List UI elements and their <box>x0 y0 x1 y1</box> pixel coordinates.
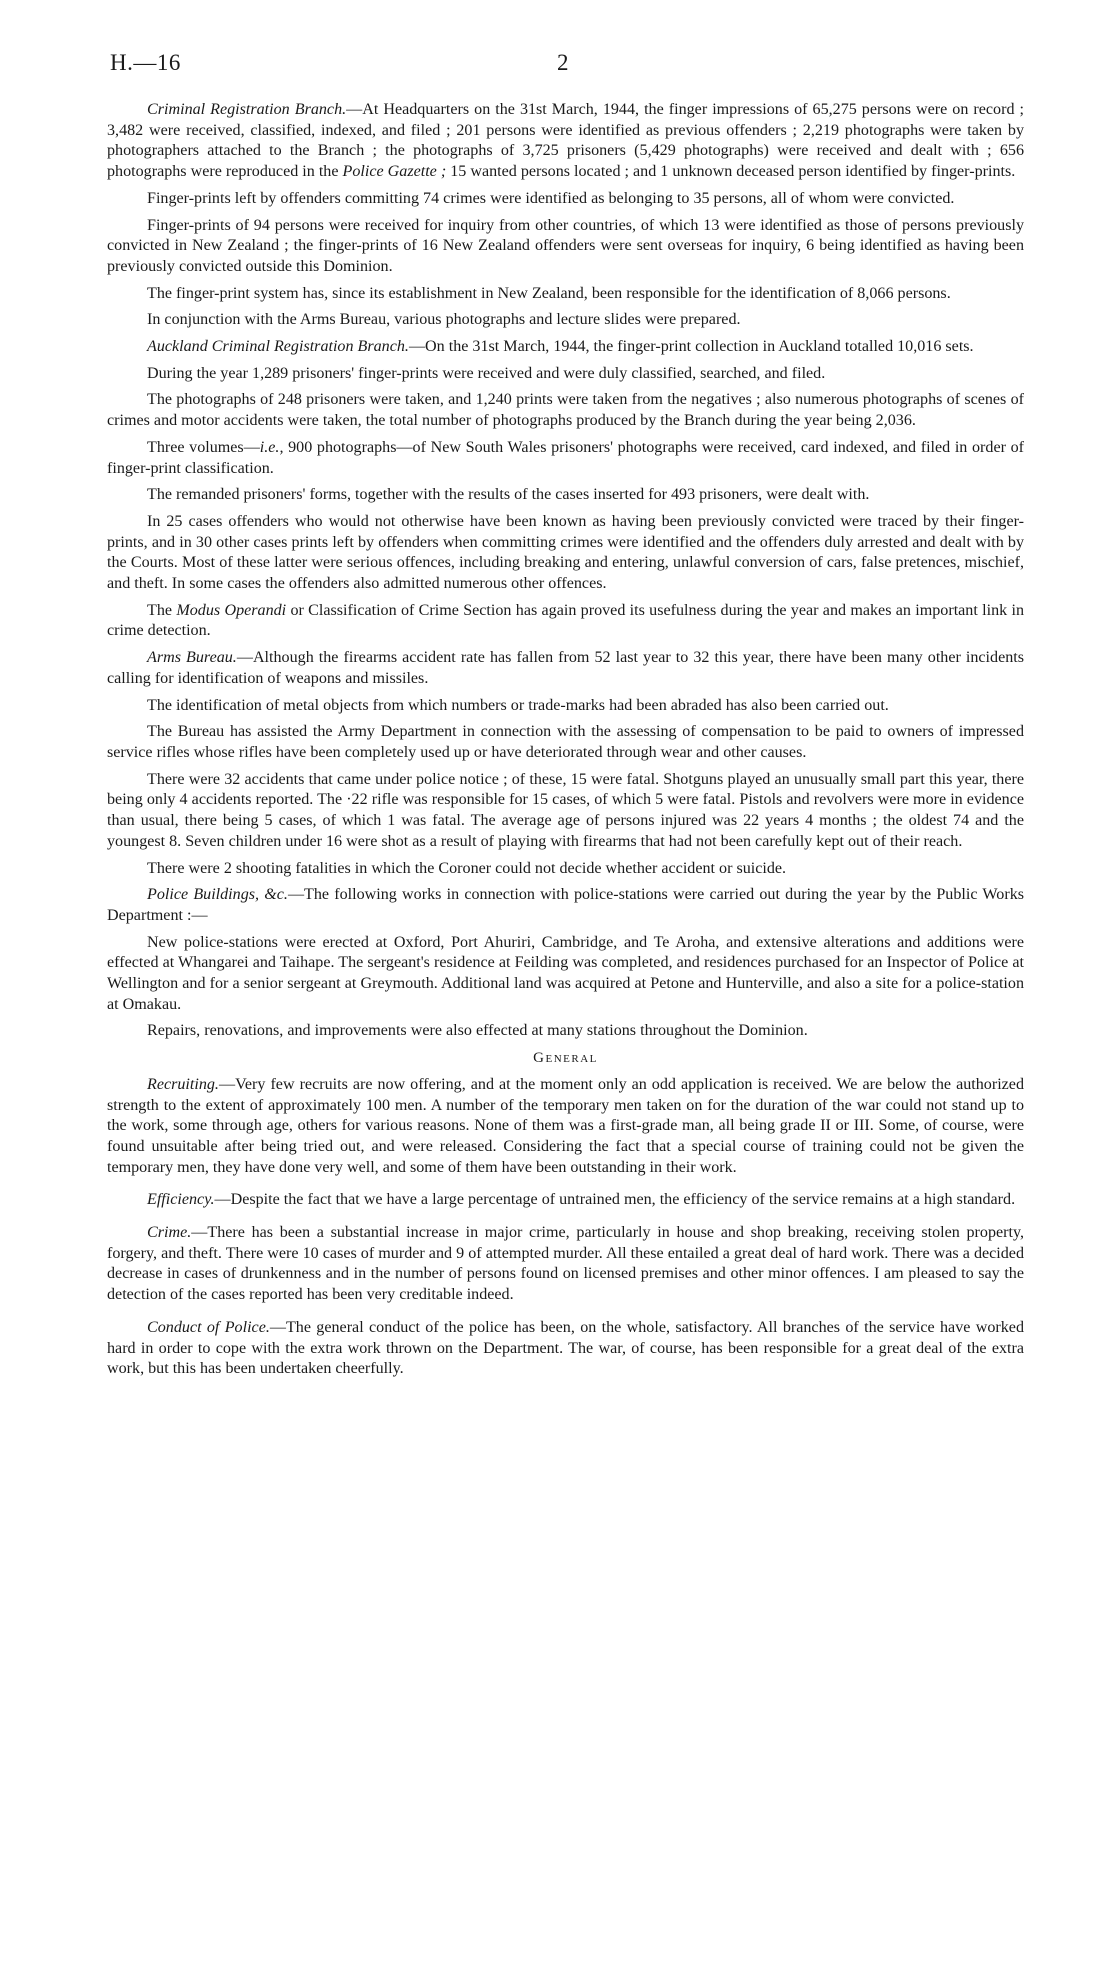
paragraph-police-buildings: Police Buildings, &c.—The following works in connection with police-stations were carried out during the year by the Public Works Department :— <box>107 886 1025 924</box>
body-text <box>107 100 1024 1380</box>
paragraph-fingerprints-offenders: Finger-prints left by offenders committing 74 crimes were identified as belonging to 35 persons, all of whom were convicted. <box>147 189 955 207</box>
paragraph-army-compensation: The Bureau has assisted the Army Department in connection with the assessing of compensation to be paid to owners of impressed service rifles whose rifles have been completely used up or have deteriorated through wear and other causes. <box>107 723 1024 761</box>
paragraph-arms-bureau: Arms Bureau.—Although the firearms accident rate has fallen from 52 last year to 32 this year, there have been many other incidents calling for identification of weapons and missiles. <box>107 649 1024 687</box>
paragraph-shooting-fatalities: There were 2 shooting fatalities in which the Coroner could not decide whether accident or suicide. <box>147 859 787 877</box>
section-heading-general: General <box>533 1050 598 1067</box>
paragraph-auckland-branch: Auckland Criminal Registration Branch.—On the 31st March, 1944, the finger-print collection in Auckland totalled 10,016 sets. <box>147 338 974 356</box>
paragraph-fingerprint-system: The finger-print system has, since its establishment in New Zealand, been responsible for the identification of 8,066 persons. <box>147 284 951 302</box>
paragraph-traced-cases: In 25 cases offenders who would not otherwise have been known as having been previously convicted were traced by their finger-prints, and in 30 other cases prints left by offenders when committing crimes were identified and the offenders duly arrested and dealt with by the Courts. Most of these latter were serious offences, including breaking and entering, unlawful conversion of cars, false pretences, mischief, and theft. In some cases the offenders also admitted numerous other offences. <box>107 512 1024 593</box>
paragraph-recruiting: Recruiting.—Very few recruits are now offering, and at the moment only an odd application is received. We are below the authorized strength to the extent of approximately 100 men. A number of the temporary men taken on for the duration of the war could not stand up to the work, some through age, others for various reasons. None of them was a first-grade man, all being grade II or III. Some, of course, were found unsuitable after being tried out, and were released. Considering the fact that a special course of training could not be given the temporary men, they have done very well, and some of them have been outstanding in their work. <box>107 1075 1024 1176</box>
paragraph-metal-objects: The identification of metal objects from which numbers or trade-marks had been abraded has also been carried out. <box>147 696 889 714</box>
paragraph-new-stations: New police-stations were erected at Oxford, Port Ahuriri, Cambridge, and Te Aroha, and extensive alterations and additions were effected at Whangarei and Taihape. The sergeant's residence at Feilding was completed, and residences purchased for an Inspector of Police at Wellington and for a senior sergeant at Greymouth. Additional land was acquired at Petone and Hunterville, and also a site for a police-station at Omakau. <box>107 933 1024 1013</box>
paragraph-arms-bureau-slides: In conjunction with the Arms Bureau, various photographs and lecture slides were prepared. <box>147 311 741 329</box>
paragraph-crime: Crime.—There has been a substantial increase in major crime, particularly in house and shop breaking, receiving stolen property, forgery, and theft. There were 10 cases of murder and 9 of attempted murder. All these entailed a great deal of hard work. There was a decided decrease in cases of drunkenness and in the number of persons found on licensed premises and other minor offences. I am pleased to say the detection of the cases reported has been very creditable indeed. <box>107 1224 1024 1304</box>
page-number: 2 <box>557 50 569 75</box>
paragraph-auckland-photographs: The photographs of 248 prisoners were taken, and 1,240 prints were taken from the negatives ; also numerous photographs of scenes of crimes and motor accidents were taken, the total number of photographs produced by the Branch during the year being 2,036. <box>107 391 1024 430</box>
section-heading-police-buildings: Police Buildings, &c. <box>147 886 288 904</box>
page-header <box>107 44 1024 84</box>
paragraph-efficiency: Efficiency.—Despite the fact that we have a large percentage of untrained men, the efficiency of the service remains at a high standard. <box>147 1191 1016 1209</box>
paragraph-criminal-registration: Criminal Registration Branch.—At Headquarters on the 31st March, 1944, the finger impressions of 65,275 persons were on record ; 3,482 were received, classified, indexed, and filed ; 201 persons were identified as previous offenders ; 2,219 photographs were taken by photographers attached to the Branch ; the photographs of 3,725 prisoners (5,429 photographs) were received and dealt with ; 656 photographs were reproduced in the Police Gazette ; 15 wanted persons located ; and 1 unknown deceased person identified by finger-prints. <box>107 101 1024 181</box>
section-heading-criminal-registration: Criminal Registration Branch. <box>147 101 347 118</box>
paragraph-accident-statistics: There were 32 accidents that came under police notice ; of these, 15 were fatal. Shotguns played an unusually small part this year, there being only 4 accidents reported. The ·22 rifle was responsible for 15 cases, of which 5 were fatal. Pistols and revolvers were more in evidence than usual, there being 5 cases, of which 1 was fatal. The average age of persons injured was 22 years 4 months ; the oldest 74 and the youngest 8. Seven children under 16 were shot as a result of playing with firearms that had not been carefully kept out of their reach. <box>107 770 1024 850</box>
paragraph-fingerprints-overseas: Finger-prints of 94 persons were received for inquiry from other countries, of which 13 were identified as those of persons previously convicted in New Zealand ; the finger-prints of 16 New Zealand offenders were sent overseas for inquiry, 6 being identified as having been previously convicted outside this Dominion. <box>107 216 1024 275</box>
section-heading-auckland-branch: Auckland Criminal Registration Branch. <box>147 338 409 356</box>
section-heading-efficiency: Efficiency. <box>147 1191 215 1209</box>
paragraph-nsw-volumes: Three volumes—i.e., 900 photographs—of New South Wales prisoners' photographs were received, card indexed, and filed in order of finger-print classification. <box>107 438 1024 477</box>
paragraph-auckland-prisoners: During the year 1,289 prisoners' finger-prints were received and were duly classified, searched, and filed. <box>147 364 826 382</box>
paragraph-modus-operandi: The Modus Operandi or Classification of Crime Section has again proved its usefulness during the year and makes an important link in crime detection. <box>107 601 1024 640</box>
section-heading-arms-bureau: Arms Bureau. <box>147 649 237 667</box>
paragraph-conduct-of-police: Conduct of Police.—The general conduct of the police has been, on the whole, satisfactory. All branches of the service have worked hard in order to cope with the extra work thrown on the Department. The war, of course, has been responsible for a great deal of the extra work, but this has been undertaken cheerfully. <box>107 1318 1024 1378</box>
paragraph-repairs: Repairs, renovations, and improvements were also effected at many stations throughout the Dominion. <box>147 1022 808 1040</box>
section-heading-conduct-of-police: Conduct of Police. <box>147 1318 270 1336</box>
document-reference: H.—16 <box>110 50 181 75</box>
section-heading-crime: Crime. <box>147 1224 192 1242</box>
paragraph-remanded-forms: The remanded prisoners' forms, together with the results of the cases inserted for 493 prisoners, were dealt with. <box>147 486 870 504</box>
section-heading-recruiting: Recruiting. <box>147 1075 219 1093</box>
